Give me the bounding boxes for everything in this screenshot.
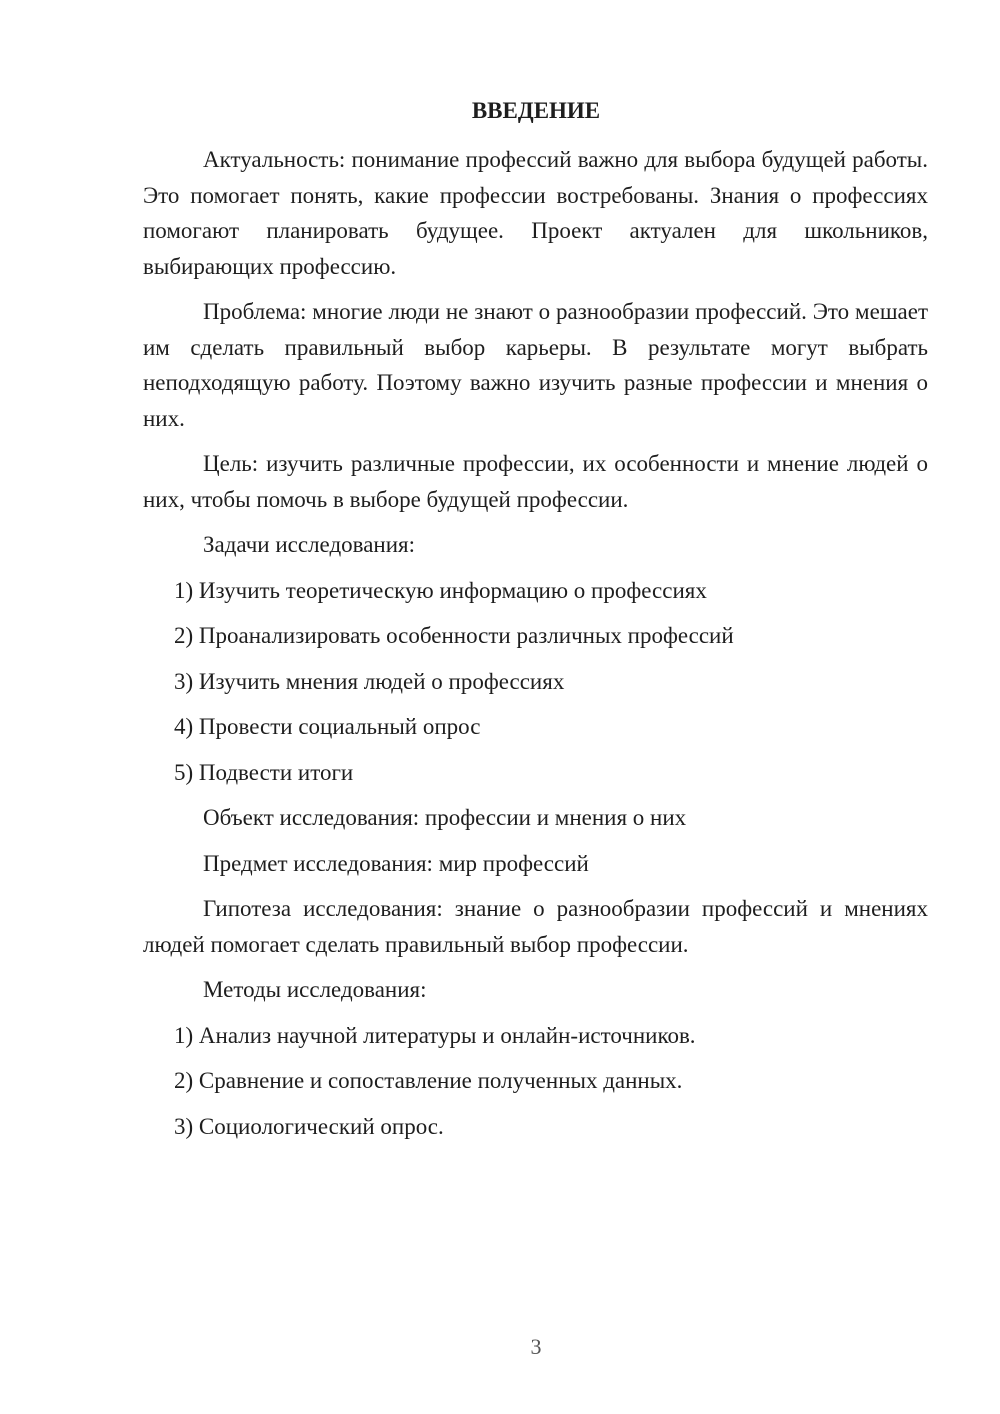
- list-item: 1) Анализ научной литературы и онлайн-источников.: [174, 1022, 696, 1048]
- list-item: 3) Социологический опрос.: [174, 1113, 444, 1139]
- page-number: 3: [530, 1334, 542, 1359]
- section-title: ВВЕДЕНИЕ: [471, 98, 601, 123]
- document-body: [143, 142, 928, 1154]
- goal-paragraph: Цель: изучить различные профессии, их особенности и мнение людей о них, чтобы помочь в выборе будущей профессии.: [143, 451, 928, 512]
- list-item: 5) Подвести итоги: [174, 759, 354, 785]
- methods-heading: Методы исследования:: [203, 977, 427, 1002]
- list-item: 2) Проанализировать особенности различных профессий: [174, 623, 734, 648]
- tasks-heading: Задачи исследования:: [203, 532, 416, 557]
- methods-list: [143, 1018, 928, 1145]
- relevance-paragraph: Актуальность: понимание профессий важно для выбора будущей работы. Это помогает понять, какие профессии востребованы. Знания о профессиях помогают планировать будущее. Проект актуален для школьников, выбирающих профессию.: [143, 147, 928, 279]
- problem-paragraph: Проблема: многие люди не знают о разнообразии профессий. Это мешает им сделать правильный выбор карьеры. В результате могут выбрать неподходящую работу. Поэтому важно изучить разные профессии и мнения о них.: [143, 299, 928, 431]
- hypothesis-paragraph: Гипотеза исследования: знание о разнообразии профессий и мнениях людей помогает сделать правильный выбор профессии.: [143, 896, 928, 957]
- list-item: 3) Изучить мнения людей о профессиях: [174, 668, 565, 694]
- list-item: 2) Сравнение и сопоставление полученных данных.: [174, 1068, 683, 1093]
- list-item: 4) Провести социальный опрос: [174, 714, 481, 739]
- tasks-list: [143, 573, 928, 791]
- object-paragraph: Объект исследования: профессии и мнения о них: [203, 805, 687, 830]
- list-item: 1) Изучить теоретическую информацию о профессиях: [174, 577, 707, 603]
- subject-paragraph: Предмет исследования: мир профессий: [203, 850, 589, 876]
